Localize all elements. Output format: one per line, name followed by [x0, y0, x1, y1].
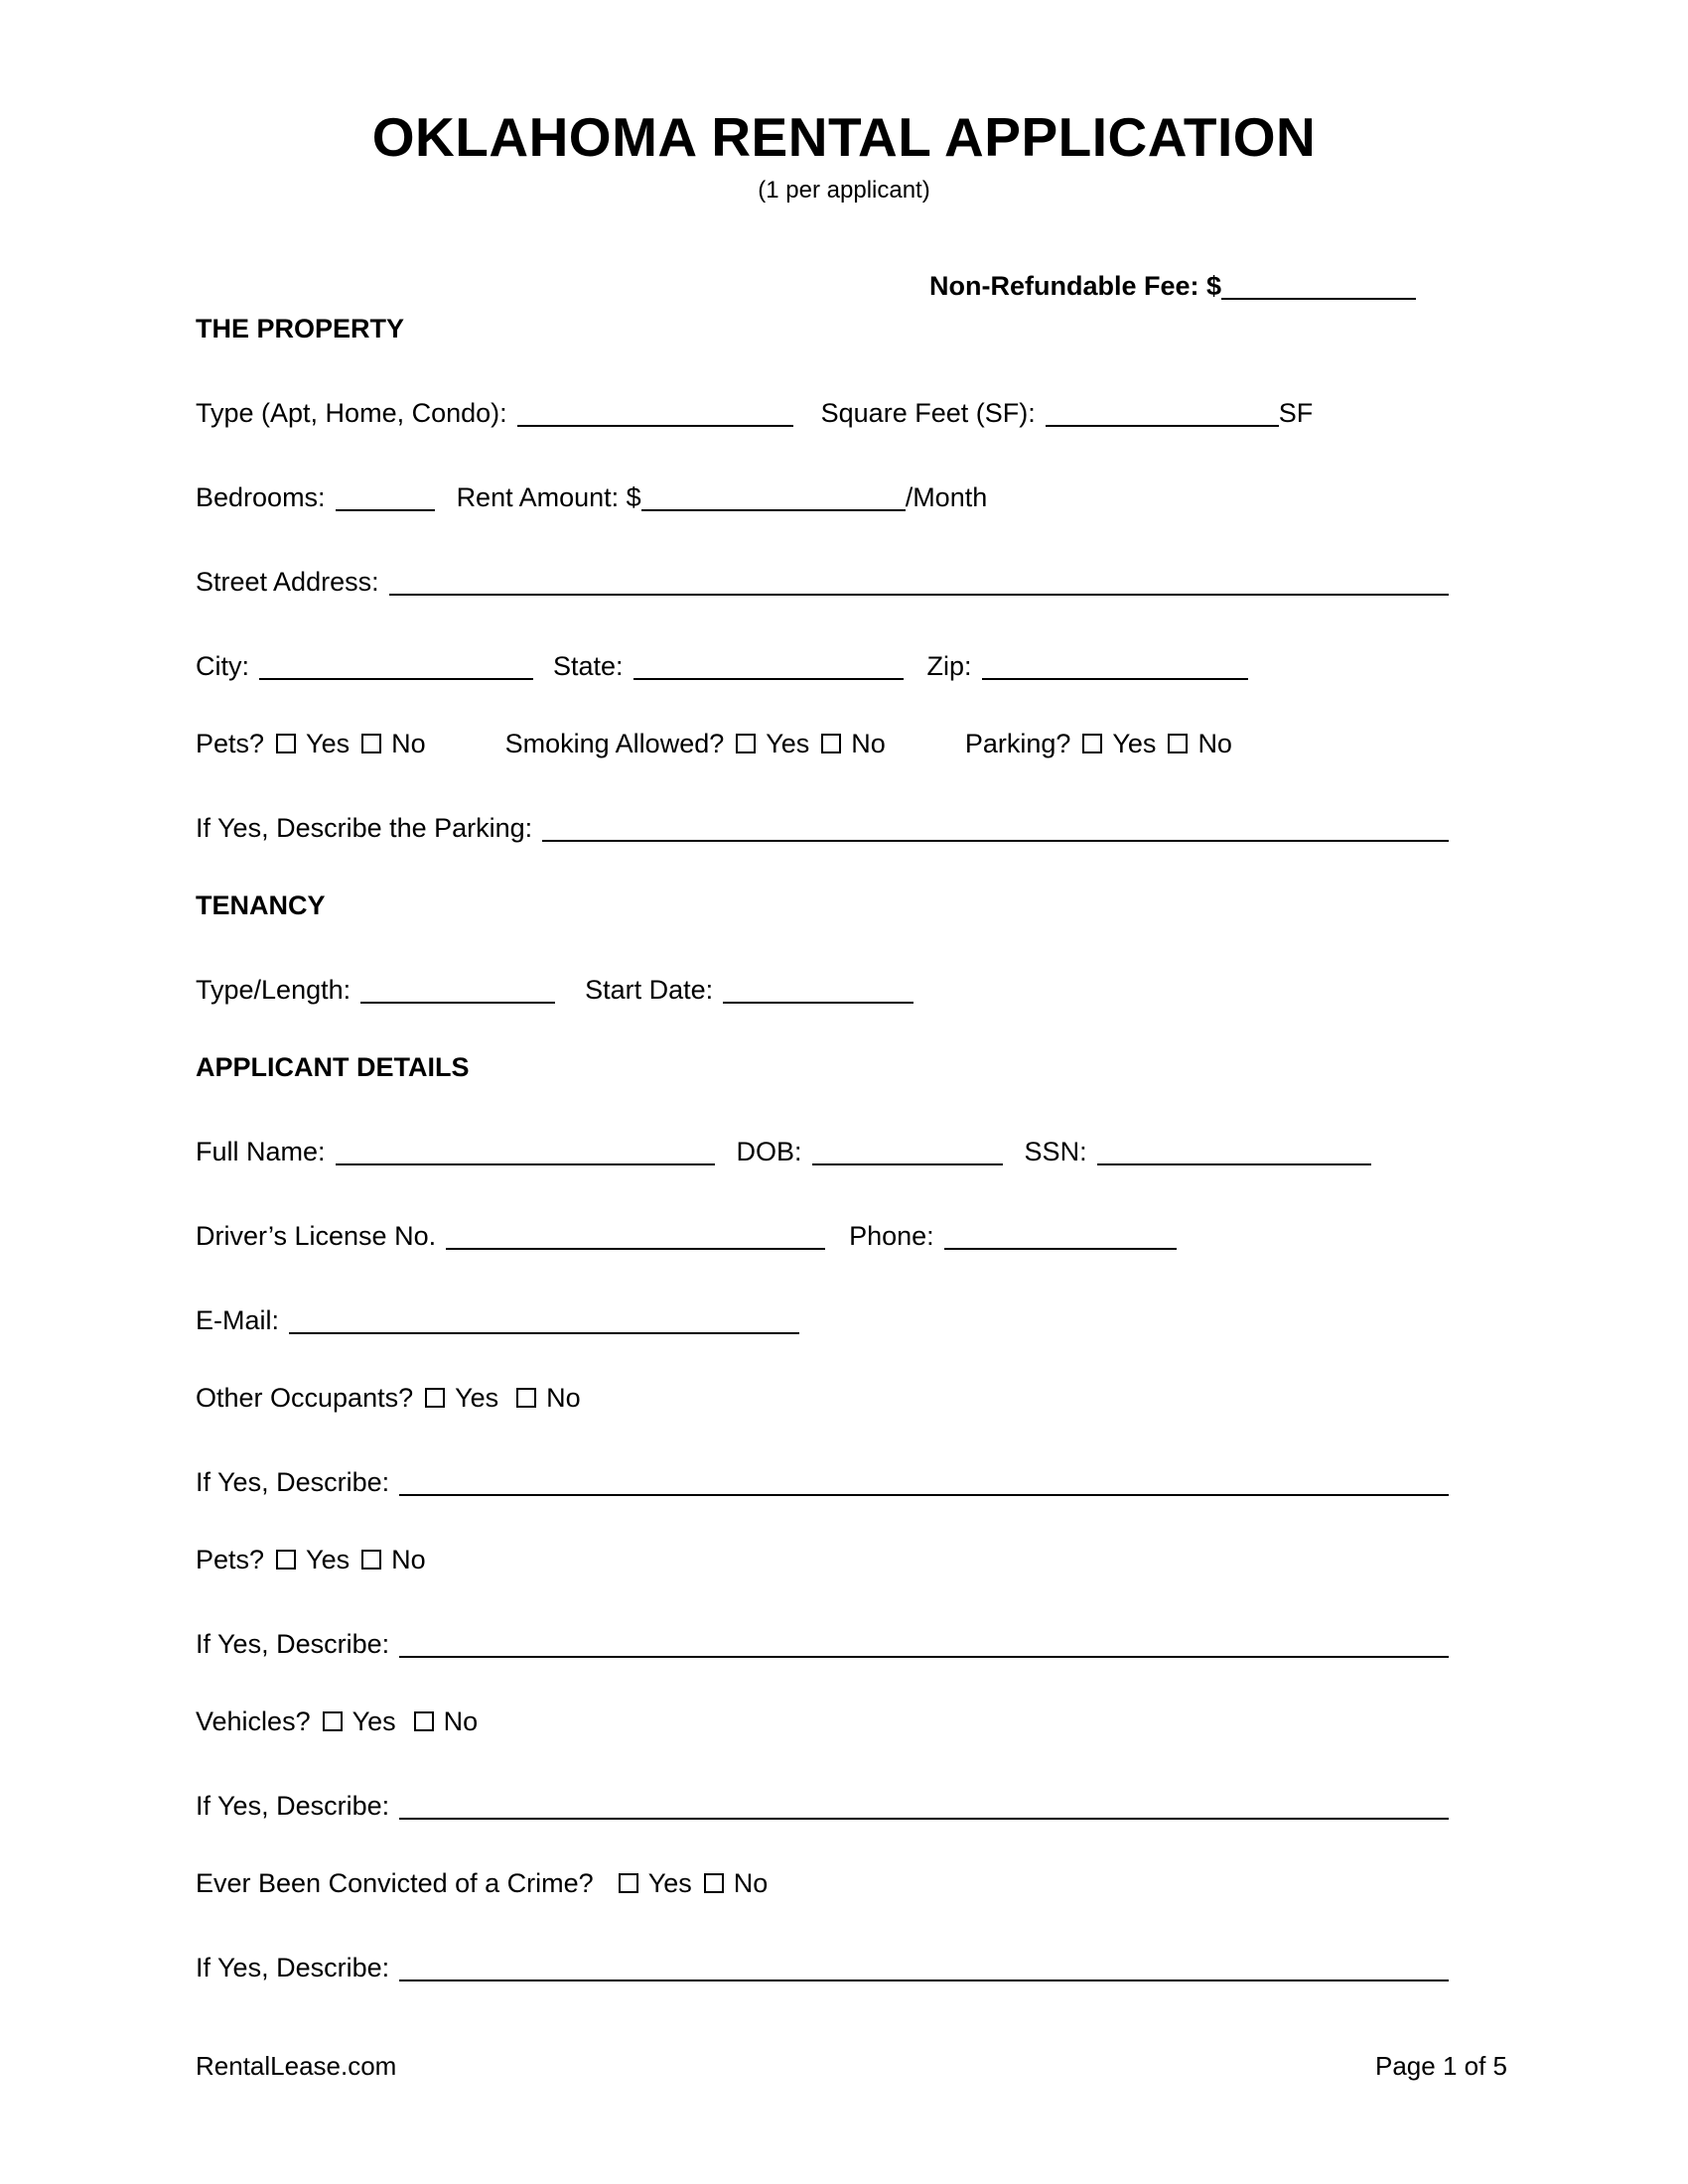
applicant-pets-no-checkbox[interactable] — [361, 1550, 381, 1570]
smoking-yes-checkbox[interactable] — [736, 734, 756, 753]
crime-yes-label: Yes — [647, 1868, 692, 1898]
applicant-pets-label: Pets? — [196, 1545, 265, 1574]
city-state-zip-row — [196, 644, 1449, 682]
occupants-describe-row — [196, 1460, 1449, 1498]
city-label: City: — [196, 651, 249, 681]
page-subtitle: (1 per applicant) — [758, 177, 930, 204]
vehicles-describe-label: If Yes, Describe: — [196, 1791, 390, 1821]
drivers-license-field[interactable] — [446, 1219, 825, 1250]
page-title: OKLAHOMA RENTAL APPLICATION — [371, 106, 1317, 168]
crime-describe-label: If Yes, Describe: — [196, 1953, 390, 1982]
smoking-no-label: No — [851, 729, 886, 758]
smoking-label: Smoking Allowed? — [504, 729, 725, 758]
parking-describe-label: If Yes, Describe the Parking: — [196, 813, 533, 843]
type-length-label: Type/Length: — [196, 975, 352, 1005]
footer-site-label: RentalLease.com — [196, 2051, 397, 2081]
ssn-label: SSN: — [1024, 1137, 1087, 1166]
vehicles-yes-label: Yes — [352, 1706, 396, 1736]
property-pets-yes-checkbox[interactable] — [276, 734, 296, 753]
applicant-section-heading — [196, 1052, 1449, 1083]
email-label: E-Mail: — [196, 1305, 280, 1335]
type-label: Type (Apt, Home, Condo): — [196, 398, 507, 428]
crime-yes-checkbox[interactable] — [619, 1873, 638, 1893]
email-field[interactable] — [289, 1303, 799, 1334]
full-name-label: Full Name: — [196, 1137, 326, 1166]
vehicles-row — [196, 1706, 1449, 1737]
fee-label: Non-Refundable Fee: $ — [929, 271, 1222, 301]
parking-describe-row — [196, 806, 1449, 844]
crime-no-label: No — [733, 1868, 769, 1898]
property-pets-no-checkbox[interactable] — [361, 734, 381, 753]
dob-label: DOB: — [736, 1137, 802, 1166]
zip-label: Zip: — [926, 651, 972, 681]
crime-row — [196, 1868, 1449, 1899]
vehicles-no-label: No — [443, 1706, 479, 1736]
start-date-label: Start Date: — [585, 975, 714, 1005]
vehicles-label: Vehicles? — [196, 1706, 311, 1736]
bedrooms-rent-row — [196, 476, 1449, 513]
state-label: State: — [553, 651, 624, 681]
other-occupants-label: Other Occupants? — [196, 1383, 414, 1413]
tenancy-row — [196, 968, 1449, 1006]
parking-no-checkbox[interactable] — [1168, 734, 1188, 753]
footer-page-number: Page 1 of 5 — [1375, 2051, 1507, 2081]
parking-description-field[interactable] — [542, 811, 1449, 842]
pets-description-field[interactable] — [399, 1627, 1449, 1658]
vehicles-no-checkbox[interactable] — [414, 1711, 434, 1731]
applicant-pets-no-label: No — [391, 1545, 426, 1574]
fee-field[interactable] — [1221, 269, 1416, 300]
rent-amount-label: Rent Amount: $ — [456, 482, 641, 512]
smoking-no-checkbox[interactable] — [821, 734, 841, 753]
property-section-heading — [196, 314, 1449, 344]
tenancy-heading-label: TENANCY — [196, 890, 326, 920]
vehicles-describe-row — [196, 1784, 1449, 1822]
crime-description-field[interactable] — [399, 1951, 1449, 1981]
tenancy-type-length-field[interactable] — [360, 973, 555, 1004]
fee-row — [929, 264, 1449, 302]
property-pets-no-label: No — [391, 729, 426, 758]
property-pets-yes-label: Yes — [306, 729, 351, 758]
property-heading-label: THE PROPERTY — [196, 314, 405, 343]
occupants-description-field[interactable] — [399, 1465, 1449, 1496]
vehicles-description-field[interactable] — [399, 1789, 1449, 1820]
crime-no-checkbox[interactable] — [704, 1873, 724, 1893]
occupants-no-label: No — [546, 1383, 581, 1413]
state-field[interactable] — [633, 649, 904, 680]
document-header — [0, 0, 1688, 205]
occupants-no-checkbox[interactable] — [516, 1388, 536, 1408]
property-type-row — [196, 391, 1449, 429]
applicant-pets-yes-checkbox[interactable] — [276, 1550, 296, 1570]
smoking-yes-label: Yes — [766, 729, 810, 758]
property-pets-label: Pets? — [196, 729, 265, 758]
rent-suffix-label: /Month — [905, 482, 988, 512]
square-feet-label: Square Feet (SF): — [820, 398, 1036, 428]
parking-label: Parking? — [964, 729, 1071, 758]
city-field[interactable] — [259, 649, 533, 680]
ssn-field[interactable] — [1097, 1135, 1371, 1165]
full-name-field[interactable] — [336, 1135, 715, 1165]
bedrooms-label: Bedrooms: — [196, 482, 326, 512]
street-address-row — [196, 560, 1449, 598]
parking-no-label: No — [1197, 729, 1232, 758]
crime-label: Ever Been Convicted of a Crime? — [196, 1868, 594, 1898]
pets-describe-row — [196, 1622, 1449, 1660]
tenancy-section-heading — [196, 890, 1449, 921]
vehicles-yes-checkbox[interactable] — [323, 1711, 343, 1731]
square-feet-field[interactable] — [1046, 396, 1279, 427]
dob-field[interactable] — [812, 1135, 1003, 1165]
zip-field[interactable] — [982, 649, 1248, 680]
type-field[interactable] — [517, 396, 793, 427]
applicant-pets-yes-label: Yes — [306, 1545, 351, 1574]
start-date-field[interactable] — [723, 973, 914, 1004]
phone-field[interactable] — [944, 1219, 1177, 1250]
crime-describe-row — [196, 1946, 1449, 1983]
street-address-label: Street Address: — [196, 567, 379, 597]
applicant-pets-row — [196, 1545, 1449, 1575]
email-row — [196, 1298, 1449, 1336]
sf-suffix-label: SF — [1278, 398, 1314, 428]
license-phone-row — [196, 1214, 1449, 1252]
other-occupants-row — [196, 1383, 1449, 1414]
occupants-yes-label: Yes — [455, 1383, 499, 1413]
pets-describe-label: If Yes, Describe: — [196, 1629, 390, 1659]
phone-label: Phone: — [849, 1221, 934, 1251]
full-name-row — [196, 1130, 1449, 1167]
form-content — [196, 264, 1449, 2030]
street-address-field[interactable] — [389, 565, 1449, 596]
property-yes-no-row — [196, 729, 1449, 759]
applicant-heading-label: APPLICANT DETAILS — [196, 1052, 470, 1082]
drivers-license-label: Driver’s License No. — [196, 1221, 437, 1251]
parking-yes-checkbox[interactable] — [1082, 734, 1102, 753]
parking-yes-label: Yes — [1112, 729, 1157, 758]
document-footer — [196, 2051, 1507, 2082]
bedrooms-field[interactable] — [336, 480, 435, 511]
occupants-describe-label: If Yes, Describe: — [196, 1467, 390, 1497]
occupants-yes-checkbox[interactable] — [425, 1388, 445, 1408]
rent-amount-field[interactable] — [641, 480, 906, 511]
